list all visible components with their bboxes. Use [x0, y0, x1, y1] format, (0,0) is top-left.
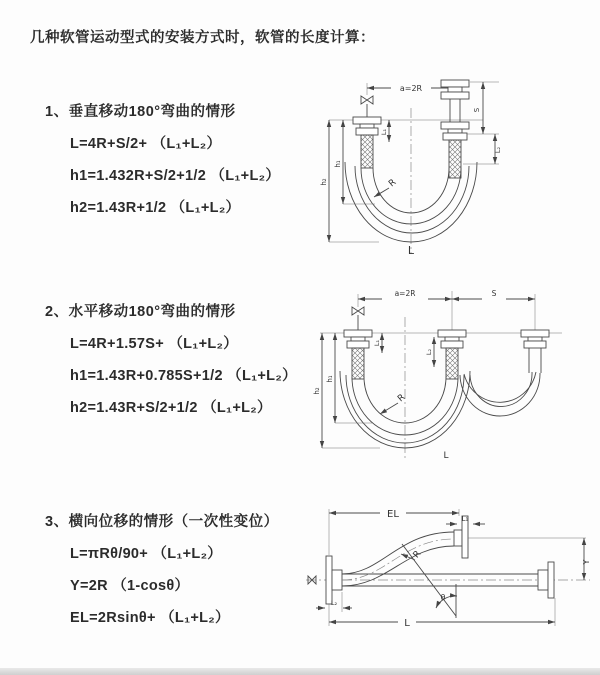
right-flange-mid	[441, 122, 469, 140]
dim-label-radius: R	[387, 177, 399, 190]
dim-label-l1: L₁	[380, 128, 388, 136]
dim-label-el: EL	[387, 509, 399, 520]
formula-el: EL=2Rsinθ+ （L₁+L₂）	[70, 610, 230, 626]
dim-label-y: Y	[582, 559, 591, 565]
dim-label-h1: h₁	[334, 160, 342, 168]
formula-h1: h1=1.432R+S/2+1/2 （L₁+L₂）	[70, 168, 281, 184]
formula-y: Y=2R （1-cosθ）	[70, 578, 190, 594]
dim-label-l1: L₁	[373, 339, 381, 347]
diagram-vertical-180-bend	[315, 72, 590, 257]
braided-hose-right	[449, 140, 461, 178]
formula-length: L=4R+1.57S+ （L₁+L₂）	[70, 336, 239, 352]
left-flange	[353, 117, 381, 135]
dim-label-radius: R	[396, 392, 408, 405]
formula-h1: h1=1.43R+0.785S+1/2 （L₁+L₂）	[70, 368, 297, 384]
dim-label-l2: L₂	[494, 146, 502, 154]
dim-label-length: L	[404, 618, 410, 629]
dim-label-h2: h₂	[313, 387, 321, 395]
dim-label-a2r: a=2R	[399, 84, 423, 93]
formula-length: L=4R+S/2+ （L₁+L₂）	[70, 136, 222, 152]
page-bottom-edge	[0, 668, 600, 675]
diagram-horizontal-180-bend	[310, 283, 600, 463]
dim-label-s: S	[491, 289, 497, 298]
formula-h2: h2=1.43R+S/2+1/2 （L₁+L₂）	[70, 400, 272, 416]
dim-label-theta: θ	[440, 593, 446, 602]
right-flange	[521, 330, 549, 348]
dim-label-l2: L₂	[425, 348, 433, 356]
middle-flange	[438, 330, 466, 348]
right-flange	[538, 562, 554, 598]
dim-label-radius: R	[411, 549, 424, 561]
dim-label-a2r: a=2R	[394, 289, 416, 298]
braided-hose-middle	[446, 348, 458, 379]
theta-angle	[402, 544, 457, 618]
valve-icon	[352, 307, 364, 330]
braided-hose-left	[352, 348, 364, 379]
dim-label-length: L	[407, 244, 415, 257]
dim-label-h2: h₂	[320, 178, 328, 186]
section-3	[45, 513, 279, 627]
hose-u-bend-displaced	[460, 372, 540, 416]
right-flange-top	[441, 80, 469, 99]
formula-h2: h2=1.43R+1/2 （L₁+L₂）	[70, 200, 241, 216]
dim-label-s: S	[473, 107, 481, 113]
braided-hose-left	[361, 135, 373, 168]
dim-label-l2: L₂	[330, 599, 338, 607]
left-flange	[326, 556, 342, 604]
section-1	[45, 103, 280, 217]
page-title: 几种软管运动型式的安装方式时，软管的长度计算：	[30, 30, 375, 46]
formula-length: L=πRθ/90+ （L₁+L₂）	[70, 546, 223, 562]
valve-icon	[361, 96, 373, 117]
diagram-lateral-displacement	[298, 500, 598, 640]
section-2	[45, 303, 297, 417]
section-3-heading: 3、横向位移的情形（一次性变位）	[45, 514, 279, 530]
dim-label-length: L	[443, 451, 449, 461]
left-flange	[344, 330, 372, 348]
dim-label-h1: h₁	[326, 375, 334, 383]
hose-s-curve	[342, 532, 454, 586]
section-1-heading: 1、垂直移动180°弯曲的情形	[45, 104, 236, 120]
dim-label-l1: L₁	[461, 515, 469, 523]
section-2-heading: 2、水平移动180°弯曲的情形	[45, 304, 236, 320]
